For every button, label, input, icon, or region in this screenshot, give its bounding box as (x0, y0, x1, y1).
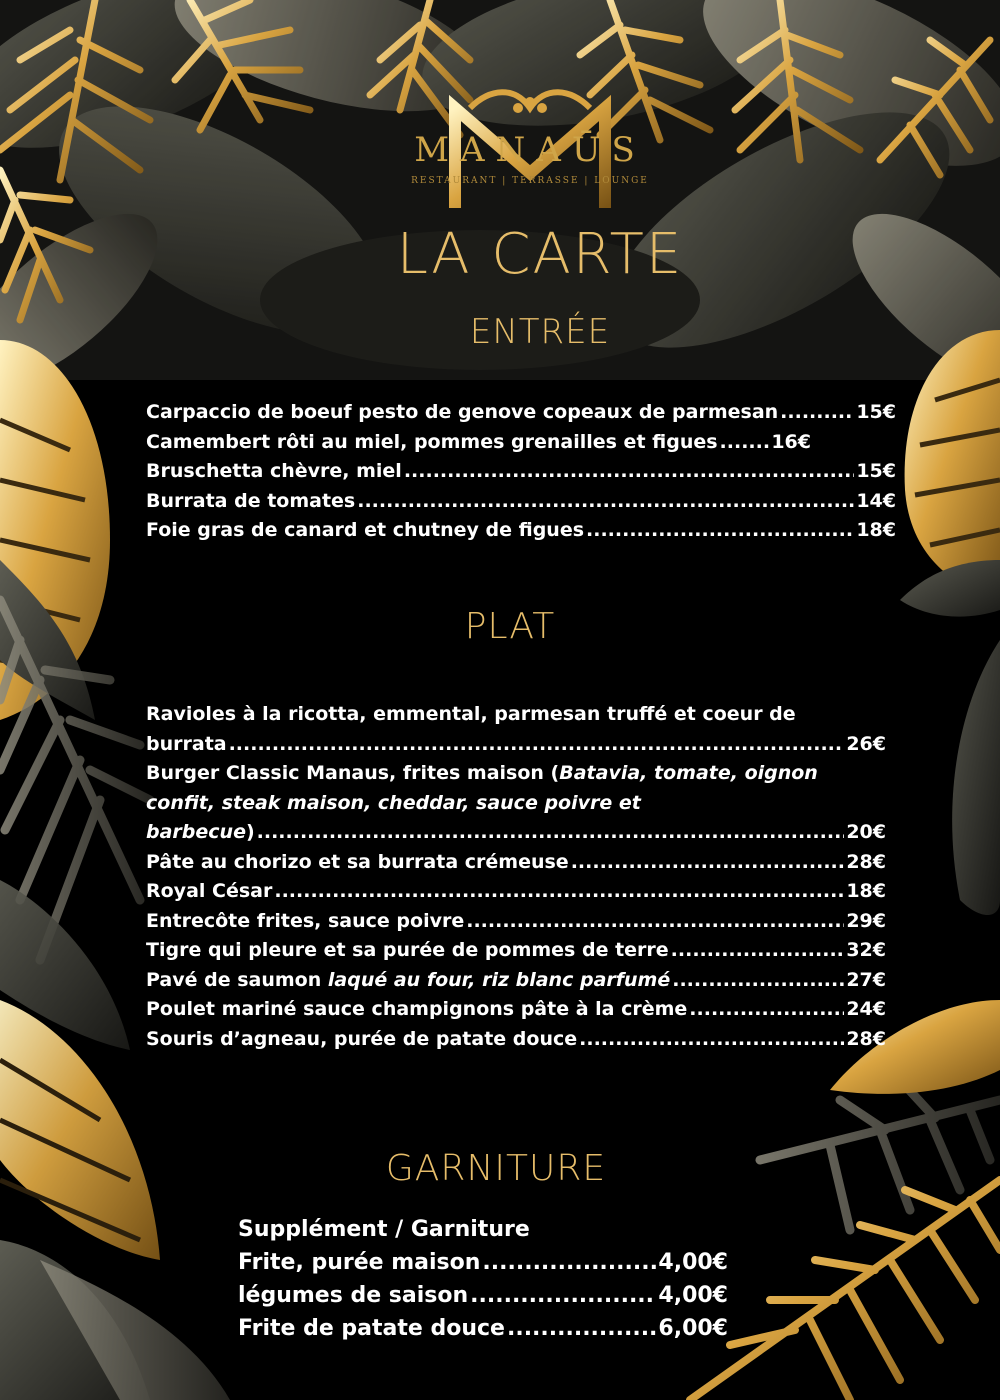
menu-item (146, 428, 811, 458)
item-price: 15€ (856, 401, 896, 423)
item-name: Bruschetta chèvre, miel (146, 460, 402, 482)
menu-item (146, 398, 896, 428)
item-price: 27€ (846, 968, 886, 991)
menu-item (146, 730, 886, 760)
item-price: 15€ (856, 460, 896, 482)
dot-leader (689, 995, 844, 1025)
entree-list (146, 398, 896, 546)
garniture-list (238, 1213, 728, 1345)
menu-item (238, 1279, 728, 1312)
dot-leader (229, 730, 845, 760)
item-price: 18€ (856, 519, 896, 541)
item-name: Carpaccio de boeuf pesto de genove copeaux de parmesan (146, 401, 779, 423)
section-heading-entree: ENTRÉE (469, 312, 611, 352)
item-price: 28€ (846, 1027, 886, 1050)
item-price: 4,00€ (658, 1283, 728, 1308)
item-name: Pâte au chorizo et sa burrata crémeuse (146, 850, 569, 873)
menu-item (238, 1246, 728, 1279)
item-name: Frite de patate douce (238, 1316, 505, 1341)
item-name: ) (245, 821, 255, 843)
item-price: 26€ (846, 732, 886, 755)
item-name: burrata (146, 732, 227, 755)
item-price: 29€ (846, 909, 886, 932)
dot-leader (586, 516, 854, 546)
item-price: 14€ (856, 489, 896, 512)
menu-item (146, 907, 886, 937)
item-detail: confit, steak maison, cheddar, sauce poivre et (146, 791, 641, 814)
item-name: Tigre qui pleure et sa purée de pommes de terre (146, 939, 669, 961)
brand-name: MANAŪS (414, 130, 646, 170)
item-detail: laqué au four, riz blanc parfumé (327, 968, 671, 991)
dot-leader (274, 877, 844, 907)
dot-leader (257, 818, 845, 848)
menu-item (146, 516, 896, 546)
brand-tagline: RESTAURANT | TERRASSE | LOUNGE (411, 176, 649, 186)
menu-item (146, 818, 886, 848)
item-price: 32€ (846, 939, 886, 961)
item-name: légumes de saison (238, 1283, 469, 1308)
dot-leader (579, 1025, 844, 1055)
item-price: 16€ (771, 430, 811, 453)
item-name: Souris d’agneau, purée de patate douce (146, 1027, 578, 1050)
item-price: 4,00€ (658, 1250, 728, 1275)
item-price: 28€ (846, 850, 886, 873)
dot-leader (780, 398, 854, 428)
item-price: 18€ (846, 880, 886, 902)
dot-leader (720, 428, 770, 458)
item-name: Camembert rôti au miel, pommes grenailles et figues (146, 430, 718, 453)
page-title: LA CARTE (396, 222, 684, 287)
menu-item (146, 487, 896, 517)
section-heading-garniture: GARNITURE (385, 1148, 607, 1189)
item-name: Burger Classic Manaus, frites maison ( (146, 762, 560, 784)
dot-leader (571, 848, 845, 878)
dot-leader (507, 1312, 656, 1345)
menu-item (146, 457, 896, 487)
section-heading-plat: PLAT (464, 606, 556, 647)
item-name: Foie gras de canard et chutney de figues (146, 519, 585, 541)
menu-item (146, 877, 886, 907)
garniture-subtitle: Supplément / Garniture (238, 1217, 530, 1242)
dot-leader (482, 1246, 656, 1279)
item-price: 24€ (846, 998, 886, 1020)
plat-list (146, 700, 886, 1054)
dot-leader (671, 936, 845, 966)
menu-item (146, 995, 886, 1025)
item-detail: barbecue (146, 821, 246, 843)
dot-leader (470, 1279, 656, 1312)
dot-leader (404, 457, 855, 487)
dot-leader (672, 966, 844, 996)
item-name: Burrata de tomates (146, 489, 356, 512)
item-name: Royal César (146, 880, 273, 902)
menu-item (238, 1312, 728, 1345)
dot-leader (466, 907, 844, 937)
item-name: Poulet mariné sauce champignons pâte à la crème (146, 998, 688, 1020)
menu-item (146, 1025, 886, 1055)
item-name: Pavé de saumon (146, 968, 322, 991)
item-price: 20€ (846, 821, 886, 843)
dot-leader (357, 487, 854, 517)
item-name: Entrecôte frites, sauce poivre (146, 909, 465, 932)
item-price: 6,00€ (658, 1316, 728, 1341)
item-detail: Batavia, tomate, oignon (559, 762, 818, 784)
brand-logo (400, 78, 660, 218)
menu-item (146, 848, 886, 878)
item-name: Frite, purée maison (238, 1250, 481, 1275)
menu-item-line (146, 759, 886, 789)
menu-item (146, 936, 886, 966)
menu-item-line: Ravioles à la ricotta, emmental, parmesan truffé et coeur de (146, 703, 796, 725)
menu-item (146, 966, 886, 996)
